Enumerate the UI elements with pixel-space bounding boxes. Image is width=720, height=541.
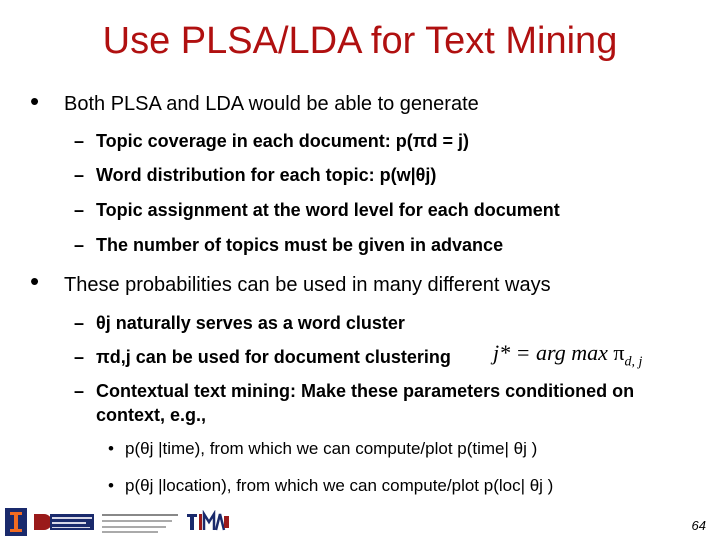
bullet-2-text: These probabilities can be used in many different ways xyxy=(64,274,551,296)
sub-item-topic-assignment: Topic assignment at the word level for each document xyxy=(96,200,560,220)
small-bullet: • xyxy=(108,476,114,495)
subsub-item-location: p(θj |location), from which we can compute/plot p(loc| θj ) xyxy=(125,476,554,495)
illinois-i-icon xyxy=(5,508,27,536)
sub-item-contextual-mining-cont: context, e.g., xyxy=(96,405,207,425)
dash-marker: – xyxy=(74,381,85,401)
sub-item-document-clustering: πd,j can be used for document clustering xyxy=(96,347,451,367)
sub-item-contextual-mining: Contextual text mining: Make these parameters conditioned on xyxy=(96,381,635,401)
small-bullet: • xyxy=(108,439,114,458)
illinois-logo xyxy=(5,508,27,536)
argmax-formula xyxy=(493,340,642,370)
bullet-1-text: Both PLSA and LDA would be able to generate xyxy=(64,93,479,115)
dash-marker: – xyxy=(74,347,85,367)
bullet-dot: • xyxy=(30,86,40,116)
timan-logo xyxy=(186,510,230,534)
sub-item-number-of-topics: The number of topics must be given in advance xyxy=(96,235,504,255)
formula-pi: π xyxy=(613,340,625,365)
dash-marker: – xyxy=(74,235,85,255)
sub-item-word-cluster: θj naturally serves as a word cluster xyxy=(96,313,405,333)
formula-subscript: d, j xyxy=(624,354,643,370)
dash-marker: – xyxy=(74,131,85,151)
sub-item-topic-coverage: Topic coverage in each document: p(πd = j) xyxy=(96,131,470,151)
dash-marker: – xyxy=(74,165,85,185)
sub-item-word-distribution: Word distribution for each topic: p(w|θj) xyxy=(96,165,437,185)
dash-marker: – xyxy=(74,313,85,333)
lab-caption-graphic xyxy=(102,508,182,536)
formula-lhs: j* = arg max xyxy=(493,340,608,365)
subsub-item-time: p(θj |time), from which we can compute/plot p(time| θj ) xyxy=(125,439,538,458)
page-number: 64 xyxy=(691,518,706,533)
slide-title: Use PLSA/LDA for Text Mining xyxy=(102,20,618,62)
bullet-dot: • xyxy=(30,266,40,296)
dais-lab-logo xyxy=(30,508,100,536)
dash-marker: – xyxy=(74,200,85,220)
